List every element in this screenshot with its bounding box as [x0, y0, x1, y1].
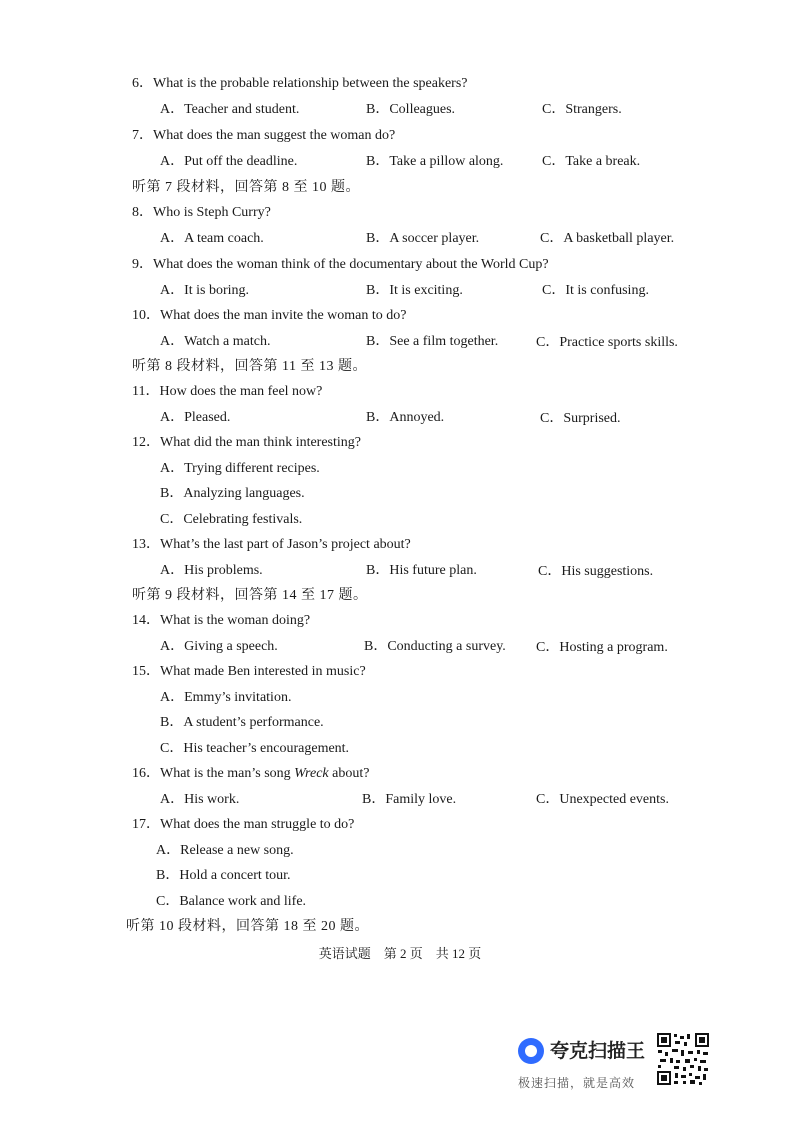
question-6-option-a: A．Teacher and student. — [160, 102, 300, 117]
scanner-tagline: 极速扫描，就是高效 — [518, 1076, 636, 1090]
question-15-stem: 15．What made Ben interested in music? — [132, 664, 366, 679]
question-9-stem: 9．What does the woman think of the documentary about the World Cup? — [132, 257, 549, 272]
question-15-option-b: B．A student’s performance. — [160, 715, 324, 730]
question-13-option-b: B．His future plan. — [366, 563, 477, 578]
question-16-option-b: B．Family love. — [362, 792, 457, 807]
question-6-option-c: C．Strangers. — [542, 102, 622, 117]
question-15-option-a: A．Emmy’s invitation. — [160, 690, 292, 705]
question-8-option-c: C．A basketball player. — [540, 231, 675, 246]
question-16-stem-end: about? — [328, 766, 370, 781]
question-10-option-a: A．Watch a match. — [160, 334, 271, 349]
question-6-stem: 6．What is the probable relationship between the speakers? — [132, 76, 468, 91]
question-16-stem-start: 16．What is the man’s song — [132, 766, 295, 781]
question-13-option-a: A．His problems. — [160, 563, 263, 578]
section-7-heading: 听第 7 段材料，回答第 8 至 10 题。 — [132, 180, 360, 195]
question-16-option-a: A．His work. — [160, 792, 240, 807]
question-13-stem: 13．What’s the last part of Jason’s project about? — [132, 537, 411, 552]
section-8-heading: 听第 8 段材料，回答第 11 至 13 题。 — [132, 359, 367, 374]
question-16-stem — [132, 762, 369, 782]
question-7-stem: 7．What does the man suggest the woman do? — [132, 128, 396, 143]
question-13-option-c: C．His suggestions. — [538, 564, 654, 579]
section-10-heading: 听第 10 段材料，回答第 18 至 20 题。 — [126, 919, 369, 934]
question-17-option-c: C．Balance work and life. — [156, 894, 307, 909]
page-footer: 英语试题 第 2 页 共 12 页 — [318, 946, 482, 961]
question-12-stem: 12．What did the man think interesting? — [132, 435, 362, 450]
question-8-option-b: B．A soccer player. — [366, 231, 480, 246]
section-9-heading: 听第 9 段材料，回答第 14 至 17 题。 — [132, 588, 368, 603]
question-11-option-a: A．Pleased. — [160, 410, 231, 425]
question-9-option-a: A．It is boring. — [160, 283, 250, 298]
song-title: Wreck — [294, 766, 329, 781]
question-11-option-b: B．Annoyed. — [366, 410, 445, 425]
question-9-option-b: B．It is exciting. — [366, 283, 463, 298]
question-9-option-c: C．It is confusing. — [542, 283, 649, 298]
question-12-option-a: A．Trying different recipes. — [160, 461, 320, 476]
question-15-option-c: C．His teacher’s encouragement. — [160, 741, 350, 756]
question-10-stem: 10．What does the man invite the woman to do? — [132, 308, 407, 323]
question-12-option-c: C．Celebrating festivals. — [160, 512, 303, 527]
question-14-option-a: A．Giving a speech. — [160, 639, 278, 654]
question-17-option-b: B．Hold a concert tour. — [156, 868, 291, 883]
question-11-option-c: C．Surprised. — [540, 411, 621, 426]
qr-code-icon — [656, 1032, 710, 1086]
question-17-stem: 17．What does the man struggle to do? — [132, 817, 355, 832]
question-10-option-c: C．Practice sports skills. — [536, 335, 678, 350]
question-11-stem: 11．How does the man feel now? — [132, 384, 323, 399]
question-14-stem: 14．What is the woman doing? — [132, 613, 311, 628]
question-6-option-b: B．Colleagues. — [366, 102, 456, 117]
question-16-option-c: C．Unexpected events. — [536, 792, 669, 807]
question-8-stem: 8．Who is Steph Curry? — [132, 205, 271, 220]
question-7-option-c: C．Take a break. — [542, 154, 641, 169]
question-14-option-c: C．Hosting a program. — [536, 640, 668, 655]
question-8-option-a: A．A team coach. — [160, 231, 264, 246]
question-17-option-a: A．Release a new song. — [156, 843, 294, 858]
question-7-option-b: B．Take a pillow along. — [366, 154, 504, 169]
question-12-option-b: B．Analyzing languages. — [160, 486, 305, 501]
question-10-option-b: B．See a film together. — [366, 334, 499, 349]
question-14-option-b: B．Conducting a survey. — [364, 639, 506, 654]
question-7-option-a: A．Put off the deadline. — [160, 154, 298, 169]
quark-logo-icon — [518, 1038, 544, 1064]
scanner-app-name: 夸克扫描王 — [550, 1040, 646, 1062]
